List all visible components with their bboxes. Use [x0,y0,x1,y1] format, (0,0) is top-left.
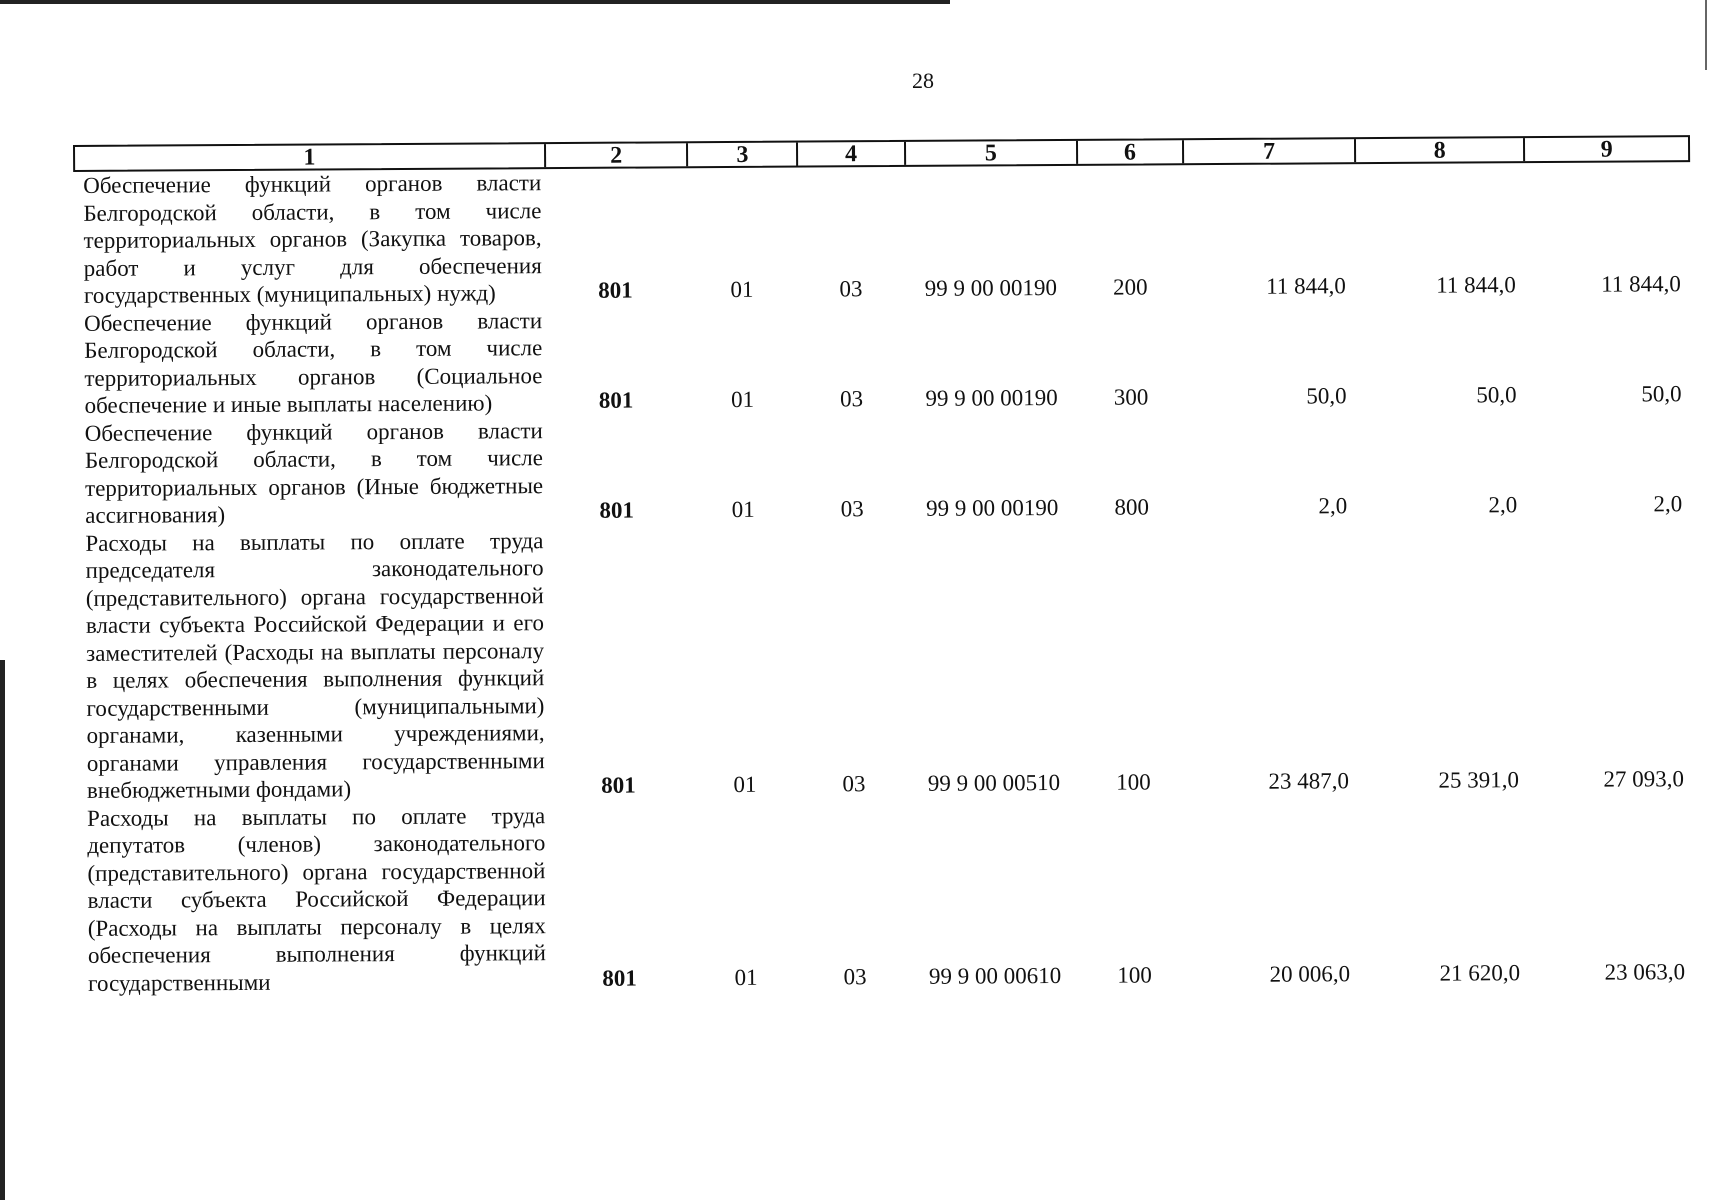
row-ved-code: 801 [598,277,633,303]
scan-edge-right [1705,0,1707,70]
scan-edge-top [0,0,950,4]
row-section-code: 01 [731,496,755,522]
row-expense-type: 200 [1113,274,1148,300]
row-description: Обеспечение функций органов власти Белгородской области, в том числе территориальных органов (Закупка товаров, работ и услуг для обеспечения государственных (муниципальных) нужд) [83,170,542,308]
row-amount-year-2: 25 391,0 [1438,767,1519,793]
row-description: Обеспечение функций органов власти Белгородской области, в том числе территориальных органов (Иные бюджетные ассигнования) [84,417,544,528]
row-amount-year-3: 2,0 [1653,491,1683,517]
row-ved-code: 801 [601,772,636,798]
table-row [75,410,1693,530]
row-amount-year-2: 21 620,0 [1439,959,1521,986]
row-amount-year-3: 50,0 [1641,381,1682,407]
row-target-article: 99 9 00 00190 [926,494,1059,521]
row-amount-year-2: 2,0 [1488,492,1518,518]
scan-edge-left [0,660,5,1200]
row-amount-year-3: 11 844,0 [1601,271,1681,297]
row-description: Расходы на выплаты по оплате труда председателя законодательного (представительного) органа государственной власти субъекта Российской Федерации и его заместителей (Расходы на выплаты персоналу в целях обеспечения выполнения функций государственными (муниципальными) органами, казенными учреждениями, органами управления государственными внебюджетными фондами) [85,527,545,803]
header-col-3: 3 [686,143,796,167]
row-section-code: 01 [733,771,757,797]
row-amount-year-2: 50,0 [1476,382,1517,408]
header-col-8: 8 [1354,138,1524,162]
table-row [75,520,1694,805]
row-amount-year-1: 23 487,0 [1268,768,1349,794]
row-amount-year-1: 2,0 [1318,493,1348,519]
row-ved-code: 801 [602,965,637,991]
row-amount-year-1: 11 844,0 [1266,273,1346,299]
row-amount-year-1: 50,0 [1306,383,1347,409]
row-amount-year-2: 11 844,0 [1436,272,1516,298]
header-col-6: 6 [1076,140,1183,164]
budget-table [73,135,1695,997]
header-col-7: 7 [1182,139,1354,163]
row-target-article: 99 9 00 00190 [924,274,1058,301]
header-col-5: 5 [904,141,1076,165]
row-subsection-code: 03 [839,386,864,412]
row-section-code: 01 [734,964,758,990]
header-col-2: 2 [544,143,687,167]
header-col-9: 9 [1523,137,1688,161]
row-target-article: 99 9 00 00510 [927,769,1061,796]
page-number: 28 [912,68,934,93]
row-amount-year-1: 20 006,0 [1269,960,1351,987]
row-expense-type: 100 [1117,961,1152,988]
row-amount-year-3: 27 093,0 [1603,766,1684,792]
row-expense-type: 100 [1116,769,1151,795]
row-target-article: 99 9 00 00610 [928,962,1062,989]
header-col-4: 4 [796,142,904,166]
row-subsection-code: 03 [843,963,867,989]
row-section-code: 01 [730,386,755,412]
row-description: Обеспечение функций органов власти Белгородской области, в том числе территориальных органов (Социальное обеспечение и иные выплаты населению) [84,307,543,418]
row-description: Расходы на выплаты по оплате труда депутатов (членов) законодательного (представительного) органа государственной власти субъекта Российской Федерации (Расходы на выплаты персоналу в целях обеспечения выполнения функций государственными [87,802,547,996]
table-row [73,162,1691,309]
row-target-article: 99 9 00 00190 [925,384,1058,411]
row-subsection-code: 03 [842,771,866,797]
row-subsection-code: 03 [839,276,863,302]
table-row [77,795,1695,997]
row-section-code: 01 [730,276,754,302]
row-ved-code: 801 [599,497,635,523]
header-col-1: 1 [303,144,316,171]
row-ved-code: 801 [598,387,634,413]
row-amount-year-3: 23 063,0 [1604,958,1686,985]
row-expense-type: 800 [1114,494,1150,520]
row-subsection-code: 03 [840,496,864,522]
table-row [74,300,1692,420]
row-expense-type: 300 [1113,384,1149,410]
